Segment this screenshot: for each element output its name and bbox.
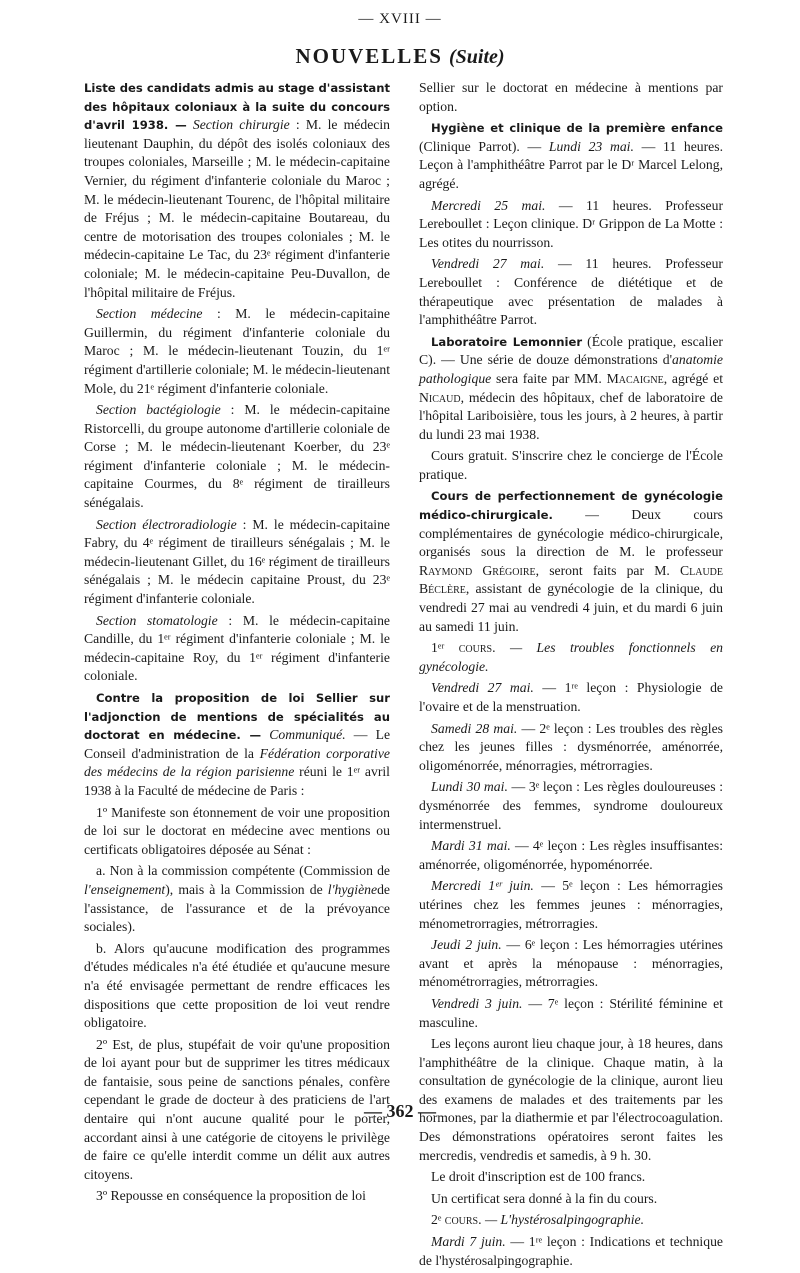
paragraph-text: — 11 heures. Professeur Lereboullet : Conférence de diététique et de thérapeutique avec présentation de malades à l'amphithéâtre Parrot.	[419, 256, 723, 328]
heading-suffix: (Suite)	[448, 46, 505, 68]
paragraph	[419, 936, 723, 992]
left-column	[84, 79, 390, 1209]
paragraph-text: : M. le médecin-capitaine Candille, du 1ᵉʳ régiment d'infanterie coloniale ; M. le médecin-capitaine Roy, du 1ᵉʳ régiment d'infanterie coloniale.	[84, 612, 390, 684]
paragraph	[84, 612, 390, 686]
paragraph-text: — 11 heures. Professeur Lereboullet : Leçon clinique. Dʳ Grippon de La Motte : Les otites du nourrisson.	[419, 197, 723, 250]
paragraph-text: : M. le médecin-capitaine Fabry, du 4ᵉ régiment de tirailleurs sénégalais ; M. le médecin-lieutenant Gillet, du 16ᵉ régiment de tirailleurs sénégalais ; M. le médecin capitaine Proust, du 23ᵉ régiment d'infanterie coloniale.	[84, 516, 391, 607]
paragraph: 1º Manifeste son étonnement de voir une proposition de loi sur le doctorat en médecine avec mentions ou certificats obligatoires déposée au Sénat :	[84, 804, 390, 857]
paragraph	[84, 305, 390, 398]
heading-title: NOUVELLES	[295, 44, 443, 68]
paragraph-text: — 7ᵉ leçon : Stérilité féminine et masculine.	[419, 995, 723, 1030]
paragraph: Le droit d'inscription est de 100 francs.	[431, 1169, 646, 1185]
article-heading: Hygiène et clinique de la première enfance	[431, 121, 723, 136]
paragraph-text: : M. le médecin-capitaine Guillermin, du régiment d'infanterie coloniale du Maroc ; M. le médecin-lieutenant Touzin, du 1ᵉʳ régiment d'artillerie coloniale; M. le médecin-lieutenant Mole, du 21ᵉ régiment d'infanterie coloniale.	[84, 306, 391, 396]
article-heading: Laboratoire Lemonnier	[431, 334, 583, 349]
date-label: Samedi 28 mai.	[431, 720, 518, 736]
paragraph-text: — Le Conseil d'administration de la	[84, 727, 391, 761]
paragraph	[84, 79, 390, 302]
section-label: Section stomatologie	[96, 612, 218, 628]
italic-text: l'enseignement	[84, 881, 166, 897]
paragraph-text: : M. le médecin-capitaine Ristorcelli, du groupe autonome d'artillerie coloniale de Corse ; M. le médecin-lieutenant Koerber, du 23ᵉ régiment d'infanterie coloniale ; M. le médecin-capitaine Courmes, du 8ᵉ régiment de tirailleurs sénégalais.	[84, 402, 390, 511]
paragraph-text: ), mais à la Commission de	[165, 881, 323, 897]
paragraph-text: réuni le 1ᵉʳ avril 1938 à la Faculté de médecine de Paris :	[84, 764, 390, 798]
paragraph: 3º Repousse en conséquence la proposition de loi	[96, 1188, 366, 1204]
paragraph-text: — 6ᵉ leçon : Les hémorragies utérines avant et après la ménopause : ménorragies, ménométrorragies, métrorragies.	[419, 937, 724, 990]
italic-text: anatomie pathologique	[419, 352, 723, 386]
section-heading	[0, 44, 800, 69]
paragraph-text: , médecin des hôpitaux, chef de laboratoire de l'hôpital Lariboisière, tous les jours, à 2 heures, à partir du lundi 23 mai 1938.	[419, 389, 723, 442]
section-label: Section bactégiologie	[96, 402, 221, 418]
paragraph	[84, 862, 390, 936]
course-label: 1ᵉʳ cours.	[431, 640, 496, 656]
paragraph-text: — 5ᵉ leçon : Les hémorragies utérines chez les femmes jeunes : ménorragies, ménometrorragies, métrorragies.	[419, 878, 723, 931]
paragraph	[419, 255, 723, 329]
paragraph	[419, 778, 723, 834]
italic-text: l'hygiène	[327, 881, 378, 897]
paragraph-text: , seront faits par M.	[535, 562, 670, 578]
paragraph	[419, 837, 723, 874]
italic-text: Communiqué.	[269, 727, 346, 743]
paragraph	[419, 197, 723, 253]
section-label: Section chirurgie	[192, 117, 290, 133]
paragraph-text: — Deux cours complémentaires de gynécologie médico-chirurgicale, organisés sous la direction de M. le professeur	[419, 507, 724, 560]
paragraph	[419, 679, 723, 716]
paragraph: 2º Est, de plus, stupéfait de voir qu'une proposition de loi ayant pour but de supprimer les titres médicaux de fantaisie, sous peine de sanctions pénales, confère cependant le grade de docteur à des praticiens de l'art dentaire qui n'ont aucune qualité pour le porter, accordant ainsi à une catégorie de citoyens le privilège de faire ce qu'elle interdit comme un délit aux autres citoyens.	[84, 1036, 390, 1182]
paragraph-text: , agrégé et	[663, 370, 723, 386]
paragraph	[419, 639, 723, 676]
paragraph	[84, 689, 390, 801]
course-title: — L'hystérosalpingographie.	[484, 1212, 645, 1228]
paragraph-text: sera faite par MM.	[495, 370, 602, 386]
date-label: Mercredi 1ᵉʳ juin.	[431, 878, 534, 894]
paragraph-text: — 2ᵉ leçon : Les troubles des règles chez les jeunes filles : dysménorrée, aménorrée, oligoménorrée, ménorragies, métrorragies.	[419, 720, 724, 773]
course-label: 2ᵉ cours.	[431, 1212, 482, 1228]
paragraph	[84, 401, 390, 513]
paragraph-text: , assistant de gynécologie de la clinique, du vendredi 27 mai au vendredi 4 juin, et du mardi 6 juin au samedi 11 juin.	[419, 581, 723, 634]
paragraph-text: — 4ᵉ leçon : Les règles insuffisantes: aménorrée, oligoménorrée, hypoménorrée.	[419, 838, 723, 872]
date-label: Vendredi 27 mai.	[431, 680, 534, 696]
paragraph-text: — 1ʳᵉ leçon : Indications et technique de l'hystérosalpingographie.	[419, 1234, 723, 1268]
paragraph-text: a. Non à la commission compétente (Commission de	[96, 863, 390, 879]
date-label: Mardi 31 mai.	[431, 838, 511, 854]
section-label: Section médecine	[96, 306, 203, 322]
date-label: Mardi 7 juin.	[431, 1234, 506, 1250]
paragraph	[419, 1233, 723, 1270]
course-title: — Les troubles fonctionnels en gynécologie.	[419, 640, 723, 674]
paragraph	[84, 516, 390, 609]
paragraph: Sellier sur le doctorat en médecine à mentions par option.	[419, 80, 723, 114]
paragraph-text: (Clinique Parrot). —	[419, 138, 542, 154]
paragraph-text: — 3ᵉ leçon : Les règles douloureuses : dysménorrée des femmes, syndrome douloureux intermenstruel.	[419, 779, 723, 832]
paragraph-text: : M. le médecin lieutenant Dauphin, du dépôt des isolés coloniaux des troupes coloniales, Marseille ; M. le médecin-capitaine Vernier, du régiment d'infanterie coloniale du Maroc ; M. le médecin-lieutenant Tourenc, de l'hôpital militaire de Fréjus ; M. le médecin-capitaine Boutareau, du centre de motorisation des troupes coloniales ; M. le médecin-capitaine Le Tac, du 23ᵉ régiment d'infanterie coloniale; M. le médecin-capitaine Peu-Duvallon, de l'hôpital militaire de Fréjus.	[84, 117, 390, 300]
person-name: Claude Béclère	[419, 562, 723, 597]
date-label: Lundi 30 mai.	[431, 779, 508, 795]
section-label: Section électroradiologie	[96, 516, 237, 532]
paragraph	[419, 119, 723, 193]
paragraph-text: de l'assistance, de l'assurance et de la prévoyance sociales).	[84, 881, 390, 935]
paragraph: Les leçons auront lieu chaque jour, à 18 heures, dans l'amphithéâtre de la clinique. Chaque matin, à la consultation de gynécologie de la clinique, auront lieu des examens de malades et des traitements par les hormones, par la diathermie et par l'électrocoagulation. Des démonstrations opératoires seront faites les mercredis, vendredis et samedis, à 9 h. 30.	[419, 1036, 723, 1163]
paragraph	[419, 720, 723, 776]
paragraph	[419, 877, 723, 933]
person-name: Nicaud	[419, 389, 461, 405]
paragraph	[419, 995, 723, 1032]
date-label: Lundi 23 mai.	[548, 138, 634, 154]
paragraph	[419, 487, 723, 636]
page-number: — 362 —	[364, 1101, 436, 1121]
date-label: Vendredi 27 mai.	[431, 256, 545, 272]
article-heading: Liste des candidats admis au stage d'assistant des hôpitaux coloniaux à la suite du concours d'avril 1938. —	[84, 81, 390, 133]
right-column	[419, 79, 723, 1273]
roman-page-number: — XVIII —	[358, 11, 442, 27]
date-label: Jeudi 2 juin.	[431, 937, 502, 953]
paragraph-text: — 11 heures. Leçon à l'amphithéâtre Parrot par le Dʳ Marcel Lelong, agrégé.	[419, 138, 724, 191]
article-heading: Contre la proposition de loi Sellier sur l'adjonction de mentions de spécialités au doctorat en médecine. —	[84, 691, 390, 743]
person-name: Raymond Grégoire	[419, 562, 536, 578]
paragraph: Cours gratuit. S'inscrire chez le concierge de l'École pratique.	[419, 448, 723, 482]
paragraph-text: — 1ʳᵉ leçon : Physiologie de l'ovaire et de la menstruation.	[419, 680, 724, 714]
paragraph	[419, 1211, 723, 1230]
person-name: Macaigne	[606, 370, 664, 386]
paragraph: b. Alors qu'aucune modification des programmes d'études médicales n'a été étudiée et qu'aucune mesure n'a été envisagée permettant de rendre efficaces les dispositions que cette proposition de loi veut rendre obligatoire.	[84, 940, 390, 1031]
italic-text: Fédération corporative des médecins de la région parisienne	[84, 745, 390, 780]
article-heading: Cours de perfectionnement de gynécologie médico-chirurgicale.	[419, 489, 723, 523]
paragraph	[419, 333, 723, 445]
paragraph: Un certificat sera donné à la fin du cours.	[431, 1190, 658, 1206]
date-label: Vendredi 3 juin.	[431, 995, 523, 1011]
paragraph-text: (École pratique, escalier C). — Une série de douze démonstrations d'	[419, 333, 723, 368]
date-label: Mercredi 25 mai.	[431, 197, 546, 213]
